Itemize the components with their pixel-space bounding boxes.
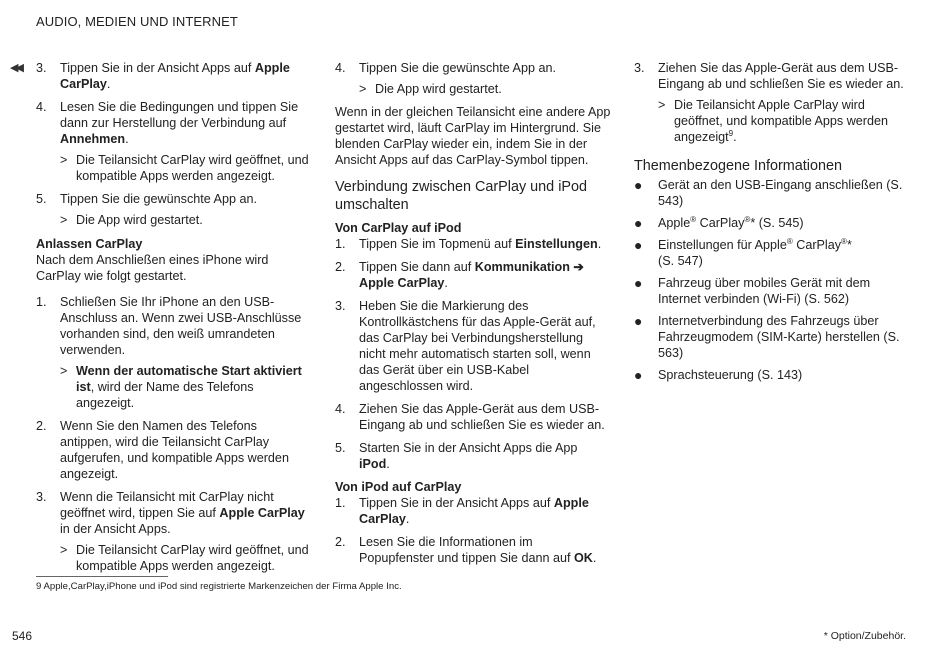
result-item: > Die App wird gestartet. — [60, 213, 203, 227]
column-right — [634, 60, 910, 389]
result-item: > Wenn der automatische Start aktiviert ist, wird der Name des Telefons angezeigt. — [60, 364, 302, 410]
column-left — [36, 60, 312, 581]
bullet-icon: ● — [634, 215, 643, 231]
column-middle — [335, 60, 611, 573]
list-item: 2. Wenn Sie den Namen des Telefons antippen, wird die Teilansicht CarPlay aufgerufen, und kompatible Apps werden angezeigt. — [36, 419, 289, 481]
footnote: 9 Apple,CarPlay,iPhone und iPod sind registrierte Markenzeichen der Firma Apple Inc. — [36, 581, 402, 592]
list-item: 5. Starten Sie in der Ansicht Apps die App iPod. — [335, 441, 578, 471]
result-item: > Die Teilansicht Apple CarPlay wird geöffnet, und kompatible Apps werden angezeigt$^9$. — [658, 98, 889, 144]
double-chevron-left-icon[interactable]: ◀◀ — [10, 62, 21, 74]
subheading: Anlassen CarPlay — [36, 237, 143, 251]
section-title: Verbindung zwischen CarPlay und iPod umschalten — [335, 179, 587, 213]
list-item: 4. Tippen Sie die gewünschte App an. — [335, 61, 556, 75]
bullet-icon: ● — [634, 237, 643, 253]
subheading: Von iPod auf CarPlay — [335, 480, 462, 494]
list-item: 1. Tippen Sie in der Ansicht Apps auf Apple CarPlay. — [335, 496, 589, 526]
list-item: 3. Wenn die Teilansicht mit CarPlay nicht geöffnet wird, tippen Sie auf Apple CarPlay in der Ansicht Apps. — [36, 490, 305, 536]
list-item: 5. Tippen Sie die gewünschte App an. — [36, 192, 257, 206]
footnote-divider — [36, 576, 168, 577]
bullet-icon: ● — [634, 275, 643, 291]
page-number: 546 — [12, 629, 33, 643]
list-item: 3. Heben Sie die Markierung des Kontrollkästchens für das Apple-Gerät auf, das CarPlay bei Verbindungsherstellung nicht mehr automatisch starten soll, wenn das Gerät über ein USB-Kabel angeschlossen wird. — [335, 299, 596, 393]
related-link[interactable]: ● Fahrzeug über mobiles Gerät mit dem Internet verbinden (Wi-Fi) (S. 562) — [634, 275, 871, 306]
list-item: 1. Tippen Sie im Topmenü auf Einstellungen. — [335, 237, 602, 251]
list-item: 3. Ziehen Sie das Apple-Gerät aus dem USB-Eingang ab und schließen Sie es wieder an. — [634, 61, 904, 91]
paragraph: Nach dem Anschließen eines iPhone wird CarPlay wie folgt gestartet. — [36, 253, 269, 283]
list-item: 1. Schließen Sie Ihr iPhone an den USB-Anschluss an. Wenn zwei USB-Anschlüsse vorhanden sind, den weiß umrandeten verwenden. — [36, 295, 302, 357]
page-header: AUDIO, MEDIEN UND INTERNET — [36, 14, 238, 29]
result-item: > Die Teilansicht CarPlay wird geöffnet, und kompatible Apps werden angezeigt. — [60, 153, 309, 183]
bullet-icon: ● — [634, 177, 643, 193]
option-note: * Option/Zubehör. — [823, 630, 906, 642]
related-link[interactable]: ● Internetverbindung des Fahrzeugs über Fahrzeugmodem (SIM-Karte) herstellen (S. 563) — [634, 313, 900, 360]
related-link[interactable]: ● Gerät an den USB-Eingang anschließen (S. 543) — [634, 177, 903, 208]
related-link[interactable]: ● Sprachsteuerung (S. 143) — [634, 367, 803, 383]
subheading: Von CarPlay auf iPod — [335, 221, 462, 235]
list-item: 2. Tippen Sie dann auf Kommunikation ➔ Apple CarPlay. — [335, 260, 584, 290]
related-info-title: Themenbezogene Informationen — [634, 158, 843, 174]
list-item: 4. Ziehen Sie das Apple-Gerät aus dem USB-Eingang ab und schließen Sie es wieder an. — [335, 402, 605, 432]
result-item: > Die Teilansicht CarPlay wird geöffnet, und kompatible Apps werden angezeigt. — [60, 543, 309, 573]
bullet-icon: ● — [634, 313, 643, 329]
list-item: 2. Lesen Sie die Informationen im Popupfenster und tippen Sie dann auf OK. — [335, 535, 597, 565]
related-link[interactable]: ● Apple® CarPlay®* (S. 545) — [634, 214, 804, 231]
list-item: 4. Lesen Sie die Bedingungen und tippen Sie dann zur Herstellung der Verbindung auf Annehmen. — [36, 100, 299, 146]
result-item: > Die App wird gestartet. — [359, 82, 502, 96]
bullet-icon: ● — [634, 367, 643, 383]
related-link[interactable]: ● Einstellungen für Apple® CarPlay®* (S. 547) — [634, 236, 852, 268]
paragraph: Wenn in der gleichen Teilansicht eine andere App gestartet wird, läuft CarPlay im Hintergrund. Sie blenden CarPlay wieder ein, indem Sie in der Ansicht Apps auf das CarPlay-Symbol tippen. — [335, 105, 611, 167]
list-item: 3. Tippen Sie in der Ansicht Apps auf Apple CarPlay. — [36, 61, 290, 91]
